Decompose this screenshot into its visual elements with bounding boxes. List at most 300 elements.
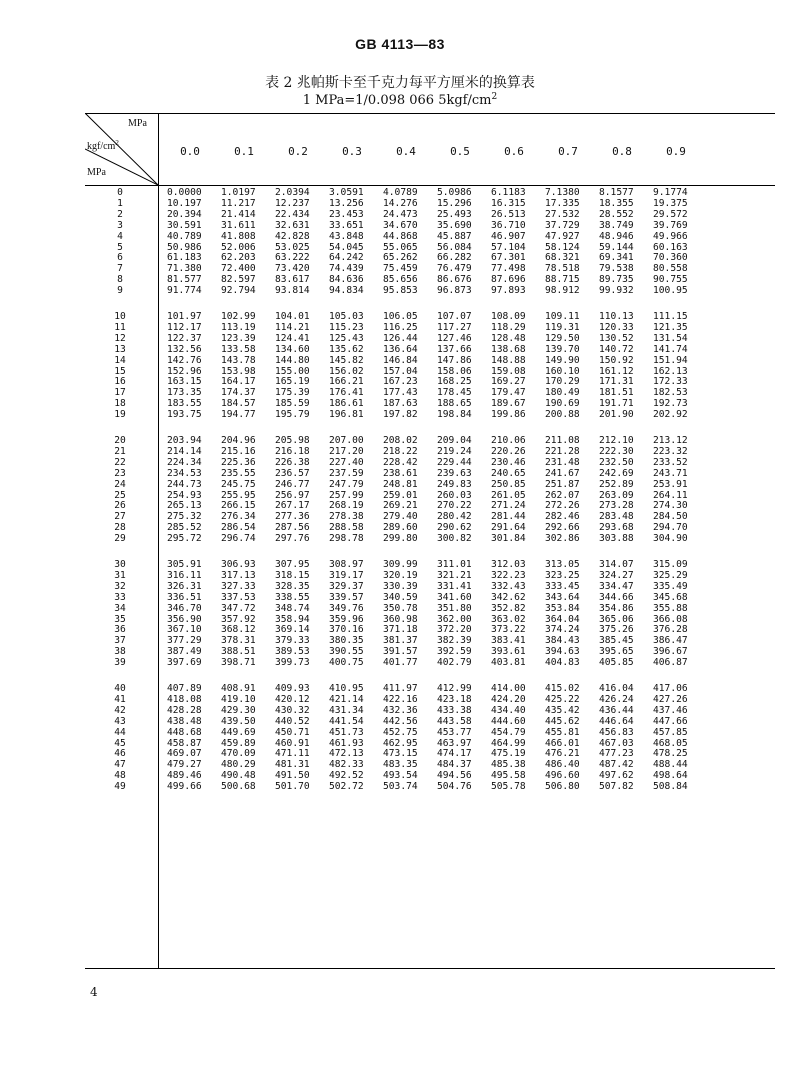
table-cell: 460.91 xyxy=(275,737,310,749)
row-label: 21 xyxy=(114,445,126,457)
table-cell: 287.56 xyxy=(275,522,310,534)
table-cell: 107.07 xyxy=(437,311,472,322)
table-cell: 462.95 xyxy=(383,737,418,749)
table-cell: 265.13 xyxy=(167,500,202,512)
table-cell: 400.75 xyxy=(329,657,364,669)
table-cell: 228.42 xyxy=(383,456,418,468)
table-cell: 403.81 xyxy=(491,657,526,669)
table-cell: 44.868 xyxy=(383,230,418,242)
table-cell: 152.96 xyxy=(167,365,202,377)
row-label: 16 xyxy=(114,376,126,388)
table-cell: 26.513 xyxy=(491,208,526,220)
table-cell: 69.341 xyxy=(599,252,634,264)
table-cell: 97.893 xyxy=(491,285,526,297)
row-label: 37 xyxy=(114,635,126,647)
table-cell: 17.335 xyxy=(545,197,580,209)
table-cell: 410.95 xyxy=(329,683,364,694)
table-cell: 490.48 xyxy=(221,770,256,782)
table-cell: 304.90 xyxy=(653,533,688,545)
table-cell: 226.38 xyxy=(275,456,310,468)
table-cell: 12.237 xyxy=(275,197,310,209)
table-cell: 220.26 xyxy=(491,445,526,457)
table-cell: 463.97 xyxy=(437,737,472,749)
table-cell: 380.35 xyxy=(329,635,364,647)
table-cell: 397.69 xyxy=(167,657,202,669)
table-bottom-rule xyxy=(85,968,775,969)
table-cell: 358.94 xyxy=(275,613,310,625)
table-cell: 82.597 xyxy=(221,274,256,286)
table-cell: 238.61 xyxy=(383,467,418,479)
row-label: 36 xyxy=(114,624,126,636)
table-cell: 283.48 xyxy=(599,511,634,523)
row-label: 35 xyxy=(114,613,126,625)
row-label: 42 xyxy=(114,704,126,716)
table-cell: 501.70 xyxy=(275,781,310,793)
table-cell: 313.05 xyxy=(545,559,580,570)
table-cell: 58.124 xyxy=(545,241,580,253)
table-cell: 222.30 xyxy=(599,445,634,457)
table-cell: 267.17 xyxy=(275,500,310,512)
formula-superscript: 2 xyxy=(491,92,498,102)
table-cell: 379.33 xyxy=(275,635,310,647)
table-cell: 446.64 xyxy=(599,715,634,727)
row-label: 4 xyxy=(117,230,123,242)
table-cell: 303.88 xyxy=(599,533,634,545)
table-cell: 405.85 xyxy=(599,657,634,669)
table-cell: 507.82 xyxy=(599,781,634,793)
row-label: 11 xyxy=(114,321,126,333)
table-cell: 269.21 xyxy=(383,500,418,512)
table-cell: 248.81 xyxy=(383,478,418,490)
table-cell: 368.12 xyxy=(221,624,256,636)
table-cell: 11.217 xyxy=(221,197,256,209)
table-cell: 83.617 xyxy=(275,274,310,286)
table-cell: 80.558 xyxy=(653,263,688,275)
table-cell: 110.13 xyxy=(599,311,634,322)
table-cell: 398.71 xyxy=(221,657,256,669)
table-cell: 290.62 xyxy=(437,522,472,534)
table-cell: 219.24 xyxy=(437,445,472,457)
table-cell: 48.946 xyxy=(599,230,634,242)
row-label: 46 xyxy=(114,748,126,760)
table-cell: 209.04 xyxy=(437,435,472,446)
row-label: 29 xyxy=(114,533,126,545)
table-cell: 274.30 xyxy=(653,500,688,512)
table-cell: 451.73 xyxy=(329,726,364,738)
table-cell: 199.86 xyxy=(491,409,526,421)
table-cell: 236.57 xyxy=(275,467,310,479)
table-cell: 278.38 xyxy=(329,511,364,523)
row-label: 32 xyxy=(114,580,126,592)
table-cell: 493.54 xyxy=(383,770,418,782)
table-cell: 5.0986 xyxy=(437,187,472,198)
table-cell: 284.50 xyxy=(653,511,688,523)
table-cell: 434.40 xyxy=(491,704,526,716)
table-cell: 10.197 xyxy=(167,197,202,209)
table-cell: 144.80 xyxy=(275,354,310,366)
table-cell: 427.26 xyxy=(653,693,688,705)
conversion-formula xyxy=(0,92,800,108)
table-cell: 86.676 xyxy=(437,274,472,286)
table-cell: 307.95 xyxy=(275,559,310,570)
table-cell: 50.986 xyxy=(167,241,202,253)
table-cell: 302.86 xyxy=(545,533,580,545)
table-cell: 485.38 xyxy=(491,759,526,771)
table-cell: 325.29 xyxy=(653,569,688,581)
table-cell: 52.006 xyxy=(221,241,256,253)
table-cell: 215.16 xyxy=(221,445,256,457)
table-cell: 256.97 xyxy=(275,489,310,501)
table-cell: 454.79 xyxy=(491,726,526,738)
table-cell: 221.28 xyxy=(545,445,580,457)
table-cell: 508.84 xyxy=(653,781,688,793)
table-cell: 375.26 xyxy=(599,624,634,636)
table-cell: 425.22 xyxy=(545,693,580,705)
table-cell: 404.83 xyxy=(545,657,580,669)
table-cell: 185.59 xyxy=(275,398,310,410)
table-cell: 197.82 xyxy=(383,409,418,421)
table-cell: 374.24 xyxy=(545,624,580,636)
table-cell: 424.20 xyxy=(491,693,526,705)
table-cell: 245.75 xyxy=(221,478,256,490)
table-cell: 47.927 xyxy=(545,230,580,242)
table-cell: 447.66 xyxy=(653,715,688,727)
row-label: 8 xyxy=(117,274,123,286)
table-cell: 118.29 xyxy=(491,321,526,333)
table-cell: 173.35 xyxy=(167,387,202,399)
table-cell: 119.31 xyxy=(545,321,580,333)
table-cell: 140.72 xyxy=(599,343,634,355)
table-cell: 207.00 xyxy=(329,435,364,446)
table-cell: 343.64 xyxy=(545,591,580,603)
table-cell: 332.43 xyxy=(491,580,526,592)
table-cell: 109.11 xyxy=(545,311,580,322)
row-label: 41 xyxy=(114,693,126,705)
table-cell: 412.99 xyxy=(437,683,472,694)
table-cell: 2.0394 xyxy=(275,187,310,198)
table-cell: 169.27 xyxy=(491,376,526,388)
table-cell: 21.414 xyxy=(221,208,256,220)
table-cell: 296.74 xyxy=(221,533,256,545)
table-cell: 136.64 xyxy=(383,343,418,355)
table-cell: 196.81 xyxy=(329,409,364,421)
table-cell: 261.05 xyxy=(491,489,526,501)
table-cell: 259.01 xyxy=(383,489,418,501)
table-cell: 423.18 xyxy=(437,693,472,705)
table-cell: 418.08 xyxy=(167,693,202,705)
table-cell: 176.41 xyxy=(329,387,364,399)
table-cell: 67.301 xyxy=(491,252,526,264)
table-cell: 96.873 xyxy=(437,285,472,297)
table-cell: 464.99 xyxy=(491,737,526,749)
table-cell: 57.104 xyxy=(491,241,526,253)
table-cell: 211.08 xyxy=(545,435,580,446)
table-cell: 8.1577 xyxy=(599,187,634,198)
table-cell: 322.23 xyxy=(491,569,526,581)
table-cell: 117.27 xyxy=(437,321,472,333)
table-cell: 190.69 xyxy=(545,398,580,410)
table-cell: 252.89 xyxy=(599,478,634,490)
table-cell: 309.99 xyxy=(383,559,418,570)
table-cell: 150.92 xyxy=(599,354,634,366)
column-header: 0.7 xyxy=(558,145,578,158)
table-cell: 234.53 xyxy=(167,467,202,479)
table-cell: 175.39 xyxy=(275,387,310,399)
table-cell: 363.02 xyxy=(491,613,526,625)
table-cell: 102.99 xyxy=(221,311,256,322)
row-label: 18 xyxy=(114,398,126,410)
table-cell: 329.37 xyxy=(329,580,364,592)
table-cell: 66.282 xyxy=(437,252,472,264)
table-cell: 74.439 xyxy=(329,263,364,275)
table-cell: 212.10 xyxy=(599,435,634,446)
table-cell: 46.907 xyxy=(491,230,526,242)
table-cell: 20.394 xyxy=(167,208,202,220)
table-cell: 31.611 xyxy=(221,219,256,231)
table-cell: 459.89 xyxy=(221,737,256,749)
row-label: 19 xyxy=(114,409,126,421)
table-cell: 431.34 xyxy=(329,704,364,716)
table-cell: 24.473 xyxy=(383,208,418,220)
table-cell: 85.656 xyxy=(383,274,418,286)
table-row xyxy=(85,410,775,421)
table-cell: 125.43 xyxy=(329,332,364,344)
table-cell: 254.93 xyxy=(167,489,202,501)
row-label: 47 xyxy=(114,759,126,771)
table-cell: 217.20 xyxy=(329,445,364,457)
table-cell: 36.710 xyxy=(491,219,526,231)
table-cell: 455.81 xyxy=(545,726,580,738)
table-cell: 0.0000 xyxy=(167,187,202,198)
row-label: 23 xyxy=(114,467,126,479)
table-row xyxy=(85,221,775,232)
table-cell: 295.72 xyxy=(167,533,202,545)
table-cell: 407.89 xyxy=(167,683,202,694)
table-cell: 297.76 xyxy=(275,533,310,545)
table-cell: 198.84 xyxy=(437,409,472,421)
table-row xyxy=(85,593,775,604)
table-cell: 262.07 xyxy=(545,489,580,501)
row-label: 25 xyxy=(114,489,126,501)
table-cell: 273.28 xyxy=(599,500,634,512)
table-cell: 243.71 xyxy=(653,467,688,479)
table-row xyxy=(85,286,775,297)
table-cell: 316.11 xyxy=(167,569,202,581)
row-label: 28 xyxy=(114,522,126,534)
table-title: 表 2 兆帕斯卡至千克力每平方厘米的换算表 xyxy=(265,75,535,91)
table-cell: 272.26 xyxy=(545,500,580,512)
table-cell: 461.93 xyxy=(329,737,364,749)
table-cell: 349.76 xyxy=(329,602,364,614)
table-cell: 411.97 xyxy=(383,683,418,694)
table-cell: 43.848 xyxy=(329,230,364,242)
table-cell: 122.37 xyxy=(167,332,202,344)
table-cell: 134.60 xyxy=(275,343,310,355)
table-cell: 76.479 xyxy=(437,263,472,275)
table-cell: 137.66 xyxy=(437,343,472,355)
table-cell: 111.15 xyxy=(653,311,688,322)
table-cell: 250.85 xyxy=(491,478,526,490)
table-row xyxy=(85,534,775,545)
table-cell: 277.36 xyxy=(275,511,310,523)
column-header: 0.6 xyxy=(504,145,524,158)
table-cell: 113.19 xyxy=(221,321,256,333)
table-cell: 241.67 xyxy=(545,467,580,479)
table-cell: 138.68 xyxy=(491,343,526,355)
table-cell: 1.0197 xyxy=(221,187,256,198)
table-cell: 70.360 xyxy=(653,252,688,264)
table-cell: 389.53 xyxy=(275,646,310,658)
table-cell: 218.22 xyxy=(383,445,418,457)
table-cell: 151.94 xyxy=(653,354,688,366)
table-cell: 371.18 xyxy=(383,624,418,636)
table-cell: 477.23 xyxy=(599,748,634,760)
table-cell: 114.21 xyxy=(275,321,310,333)
table-row xyxy=(85,480,775,491)
table-row xyxy=(85,658,775,669)
row-label: 24 xyxy=(114,478,126,490)
table-cell: 299.80 xyxy=(383,533,418,545)
table-cell: 127.46 xyxy=(437,332,472,344)
table-cell: 443.58 xyxy=(437,715,472,727)
row-label: 40 xyxy=(114,683,126,694)
table-cell: 165.19 xyxy=(275,376,310,388)
table-cell: 419.10 xyxy=(221,693,256,705)
table-cell: 286.54 xyxy=(221,522,256,534)
column-header: 0.1 xyxy=(234,145,254,158)
table-cell: 408.91 xyxy=(221,683,256,694)
row-label: 34 xyxy=(114,602,126,614)
table-cell: 353.84 xyxy=(545,602,580,614)
column-header: 0.4 xyxy=(396,145,416,158)
table-cell: 270.22 xyxy=(437,500,472,512)
table-cell: 92.794 xyxy=(221,285,256,297)
table-cell: 126.44 xyxy=(383,332,418,344)
table-cell: 491.50 xyxy=(275,770,310,782)
table-cell: 489.46 xyxy=(167,770,202,782)
table-cell: 401.77 xyxy=(383,657,418,669)
row-label: 48 xyxy=(114,770,126,782)
table-cell: 120.33 xyxy=(599,321,634,333)
table-cell: 139.70 xyxy=(545,343,580,355)
table-cell: 71.380 xyxy=(167,263,202,275)
table-cell: 79.538 xyxy=(599,263,634,275)
table-cell: 312.03 xyxy=(491,559,526,570)
table-cell: 394.63 xyxy=(545,646,580,658)
table-cell: 101.97 xyxy=(167,311,202,322)
table-cell: 360.98 xyxy=(383,613,418,625)
row-label: 27 xyxy=(114,511,126,523)
table-cell: 314.07 xyxy=(599,559,634,570)
table-cell: 49.966 xyxy=(653,230,688,242)
table-cell: 232.50 xyxy=(599,456,634,468)
row-label: 39 xyxy=(114,657,126,669)
table-cell: 318.15 xyxy=(275,569,310,581)
table-cell: 3.0591 xyxy=(329,187,364,198)
table-cell: 386.47 xyxy=(653,635,688,647)
table-cell: 396.67 xyxy=(653,646,688,658)
table-cell: 135.62 xyxy=(329,343,364,355)
table-cell: 321.21 xyxy=(437,569,472,581)
table-cell: 421.14 xyxy=(329,693,364,705)
table-cell: 42.828 xyxy=(275,230,310,242)
table-cell: 449.69 xyxy=(221,726,256,738)
table-cell: 344.66 xyxy=(599,591,634,603)
table-cell: 33.651 xyxy=(329,219,364,231)
table-cell: 171.31 xyxy=(599,376,634,388)
table-cell: 157.04 xyxy=(383,365,418,377)
table-cell: 78.518 xyxy=(545,263,580,275)
table-row xyxy=(85,345,775,356)
table-cell: 257.99 xyxy=(329,489,364,501)
row-label: 12 xyxy=(114,332,126,344)
table-cell: 351.80 xyxy=(437,602,472,614)
table-cell: 487.42 xyxy=(599,759,634,771)
table-cell: 354.86 xyxy=(599,602,634,614)
table-cell: 19.375 xyxy=(653,197,688,209)
table-cell: 385.45 xyxy=(599,635,634,647)
table-cell: 282.46 xyxy=(545,511,580,523)
table-cell: 213.12 xyxy=(653,435,688,446)
table-cell: 184.57 xyxy=(221,398,256,410)
row-label: 45 xyxy=(114,737,126,749)
table-row xyxy=(85,717,775,728)
table-cell: 488.44 xyxy=(653,759,688,771)
table-cell: 399.73 xyxy=(275,657,310,669)
table-cell: 174.37 xyxy=(221,387,256,399)
table-cell: 435.42 xyxy=(545,704,580,716)
table-cell: 429.30 xyxy=(221,704,256,716)
table-cell: 476.21 xyxy=(545,748,580,760)
table-cell: 143.78 xyxy=(221,354,256,366)
row-label: 31 xyxy=(114,569,126,581)
table-cell: 391.57 xyxy=(383,646,418,658)
table-cell: 227.40 xyxy=(329,456,364,468)
table-row xyxy=(85,232,775,243)
table-cell: 492.52 xyxy=(329,770,364,782)
table-cell: 457.85 xyxy=(653,726,688,738)
header-kgf-label xyxy=(87,139,119,152)
table-cell: 466.01 xyxy=(545,737,580,749)
table-cell: 129.50 xyxy=(545,332,580,344)
table-cell: 87.696 xyxy=(491,274,526,286)
table-cell: 181.51 xyxy=(599,387,634,399)
column-header: 0.0 xyxy=(180,145,200,158)
table-cell: 298.78 xyxy=(329,533,364,545)
row-label: 22 xyxy=(114,456,126,468)
table-cell: 168.25 xyxy=(437,376,472,388)
table-cell: 347.72 xyxy=(221,602,256,614)
table-cell: 94.834 xyxy=(329,285,364,297)
table-cell: 478.25 xyxy=(653,748,688,760)
table-cell: 4.0789 xyxy=(383,187,418,198)
table-cell: 179.47 xyxy=(491,387,526,399)
table-cell: 145.82 xyxy=(329,354,364,366)
table-cell: 452.75 xyxy=(383,726,418,738)
table-cell: 293.68 xyxy=(599,522,634,534)
table-cell: 289.60 xyxy=(383,522,418,534)
table-cell: 319.17 xyxy=(329,569,364,581)
table-cell: 30.591 xyxy=(167,219,202,231)
row-label: 13 xyxy=(114,343,126,355)
table-cell: 346.70 xyxy=(167,602,202,614)
table-cell: 300.82 xyxy=(437,533,472,545)
table-cell: 305.91 xyxy=(167,559,202,570)
table-cell: 392.59 xyxy=(437,646,472,658)
row-label: 30 xyxy=(114,559,126,570)
table-cell: 115.23 xyxy=(329,321,364,333)
row-label: 43 xyxy=(114,715,126,727)
